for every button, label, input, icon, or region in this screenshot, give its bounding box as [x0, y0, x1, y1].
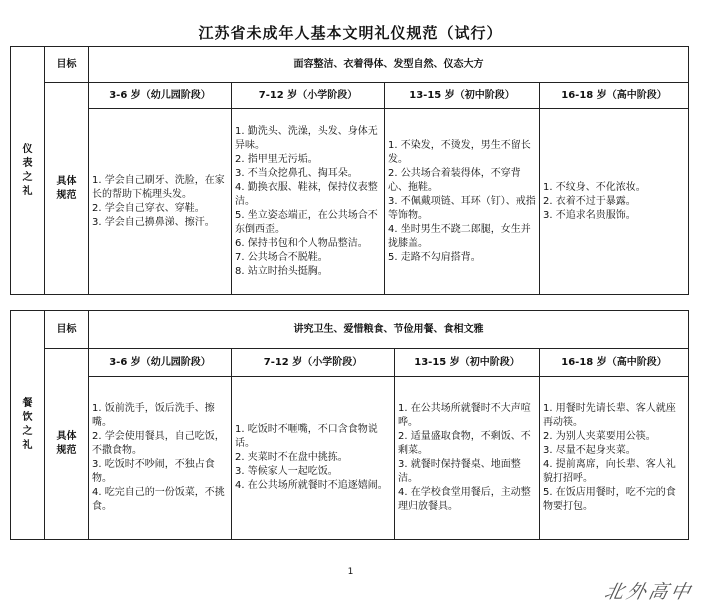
norm-item: 2. 夹菜时不在盘中挑拣。	[235, 452, 348, 463]
norm-item: 3. 等候家人一起吃饭。	[235, 466, 338, 477]
goal-label: 目标	[45, 311, 89, 349]
norm-item: 3. 不当众挖鼻孔、掏耳朵。	[235, 167, 358, 179]
stage-header: 3-6 岁（幼儿园阶段）	[89, 349, 232, 377]
norm-item: 5. 在饭店用餐时，吃不完的食物要打包。	[543, 487, 676, 512]
norms-cell	[540, 377, 689, 540]
spec-label-cell	[45, 349, 89, 540]
norm-item: 1. 学会自己刷牙、洗脸，在家长的帮助下梳理头发。	[92, 174, 225, 200]
stage-header: 13-15 岁（初中阶段）	[385, 83, 540, 109]
stage-header: 13-15 岁（初中阶段）	[395, 349, 540, 377]
norm-item: 1. 勤洗头、洗澡，头发、身体无异味。	[235, 125, 378, 151]
norms-cell	[395, 377, 540, 540]
norm-item: 3. 不追求名贵服饰。	[543, 209, 636, 221]
norm-item: 1. 吃饭时不咂嘴，不口含食物说话。	[235, 424, 378, 449]
norms-cell	[385, 109, 540, 295]
goal-text: 面容整洁、衣着得体、发型自然、仪态大方	[89, 47, 689, 83]
norm-item: 2. 公共场合着装得体，不穿背心、拖鞋。	[388, 167, 521, 193]
spec-label: 具体规范	[56, 175, 77, 201]
norm-item: 1. 饭前洗手，饭后洗手、擦嘴。	[92, 403, 215, 428]
norm-item: 2. 指甲里无污垢。	[235, 153, 318, 165]
norm-item: 8. 站立时抬头挺胸。	[235, 265, 328, 277]
norm-item: 3. 吃饭时不吵闹，不独占食物。	[92, 459, 215, 484]
norm-item: 4. 在学校食堂用餐后，主动整理归放餐具。	[398, 487, 531, 512]
category-cell	[11, 47, 45, 295]
category-label: 仪表之礼	[22, 143, 33, 197]
page-number: 1	[347, 567, 354, 577]
watermark: 北外高中	[602, 581, 696, 603]
stage-header: 7-12 岁（小学阶段）	[232, 83, 385, 109]
norm-item: 1. 不染发，不烫发，男生不留长发。	[388, 139, 531, 165]
stage-header: 7-12 岁（小学阶段）	[232, 349, 395, 377]
norm-item: 3. 学会自己擤鼻涕、擦汗。	[92, 216, 215, 228]
norms-cell	[232, 109, 385, 295]
norm-item: 2. 为别人夹菜要用公筷。	[543, 431, 656, 442]
stage-header: 16-18 岁（高中阶段）	[540, 83, 689, 109]
norm-item: 5. 走路不勾肩搭背。	[388, 251, 481, 263]
norm-item: 4. 吃完自己的一份饭菜，不挑食。	[92, 487, 225, 512]
norm-item: 4. 提前离席，向长辈、客人礼貌打招呼。	[543, 459, 676, 484]
norm-item: 2. 学会使用餐具，自己吃饭，不撒食物。	[92, 431, 225, 456]
norm-item: 4. 坐时男生不跷二郎腿，女生并拢膝盖。	[388, 223, 531, 249]
goal-label: 目标	[45, 47, 89, 83]
norm-item: 3. 就餐时保持餐桌、地面整洁。	[398, 459, 521, 484]
norm-item: 4. 勤换衣服、鞋袜，保持仪表整洁。	[235, 181, 378, 207]
norm-item: 4. 在公共场所就餐时不追逐嬉闹。	[235, 480, 388, 491]
stage-header: 3-6 岁（幼儿园阶段）	[89, 83, 232, 109]
norms-cell	[540, 109, 689, 295]
category-label: 餐饮之礼	[22, 398, 33, 451]
norms-cell	[89, 377, 232, 540]
norm-item: 5. 坐立姿态端正，在公共场合不东倒西歪。	[235, 209, 378, 235]
spec-label-cell	[45, 83, 89, 295]
norm-item: 7. 公共场合不脱鞋。	[235, 251, 328, 263]
etiquette-table-dining	[10, 310, 689, 540]
norm-item: 2. 适量盛取食物，不剩饭、不剩菜。	[398, 431, 531, 456]
norms-cell	[89, 109, 232, 295]
norm-item: 3. 不佩戴项链、耳环（钉）、戒指等饰物。	[388, 195, 536, 221]
spec-label: 具体规范	[56, 431, 77, 456]
norm-item: 1. 在公共场所就餐时不大声喧哗。	[398, 403, 531, 428]
category-cell	[11, 311, 45, 540]
norm-item: 2. 学会自己穿衣、穿鞋。	[92, 202, 205, 214]
norm-item: 6. 保持书包和个人物品整洁。	[235, 237, 368, 249]
norm-item: 1. 用餐时先请长辈、客人就座再动筷。	[543, 403, 676, 428]
goal-text: 讲究卫生、爱惜粮食、节俭用餐、食相文雅	[89, 311, 689, 349]
etiquette-table-appearance	[10, 46, 689, 295]
norm-item: 3. 尽量不起身夹菜。	[543, 445, 636, 456]
stage-header: 16-18 岁（高中阶段）	[540, 349, 689, 377]
document-title: 江苏省未成年人基本文明礼仪规范（试行）	[198, 24, 503, 42]
norms-cell	[232, 377, 395, 540]
norm-item: 1. 不纹身、不化浓妆。	[543, 181, 646, 193]
norm-item: 2. 衣着不过于暴露。	[543, 195, 636, 207]
